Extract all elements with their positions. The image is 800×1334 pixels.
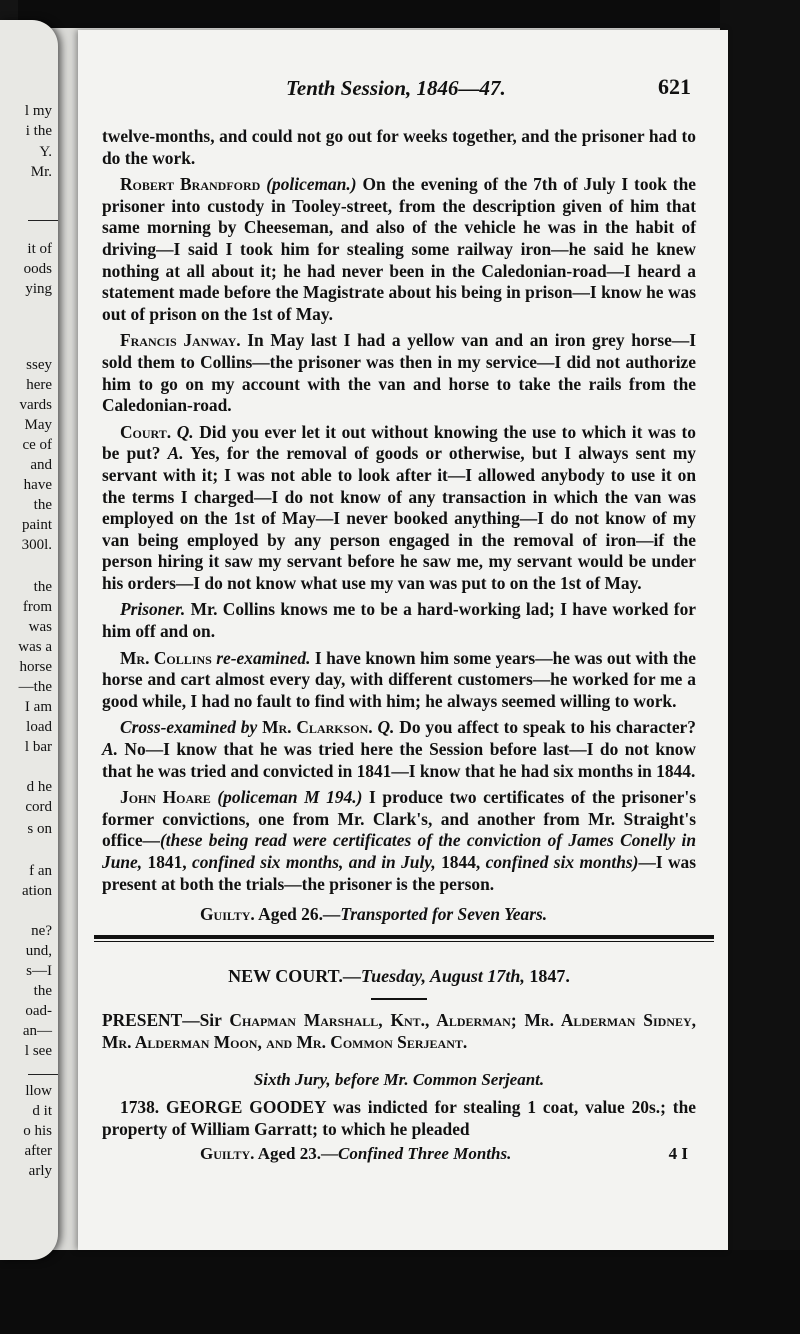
facing-page-fragment: the <box>33 497 52 513</box>
facing-page-fragment: have <box>23 477 52 493</box>
facing-page-fragment: ssey <box>26 357 52 373</box>
present-paragraph: PRESENT—Sir Chapman Marshall, Knt., Alderman; Mr. Alderman Sidney, Mr. Alderman Moon, and Mr. Common Serjeant. <box>102 1010 696 1052</box>
facing-page-fragment: the <box>33 579 52 595</box>
page-content <box>102 126 696 1165</box>
scan-border-bottom <box>0 1250 800 1334</box>
facing-page-fragment: vards <box>19 397 52 413</box>
section-divider <box>94 935 714 942</box>
facing-page-fragment: load <box>26 719 52 735</box>
facing-page-fragment: d he <box>26 779 52 795</box>
facing-page-fragment: s on <box>27 821 52 837</box>
facing-page-fragment: l bar <box>24 739 52 755</box>
facing-page-fragment: cord <box>25 799 52 815</box>
facing-page-fragment: 300l. <box>21 537 52 553</box>
facing-page-fragment: was a <box>18 639 52 655</box>
signature-mark: 4 I <box>668 1143 688 1163</box>
facing-page-fragment: Y. <box>39 144 52 160</box>
speaker-name: Francis Janway. <box>120 330 241 351</box>
facing-page-fragment: und, <box>25 943 52 959</box>
paragraph-hoare: John Hoare (policeman M 194.) I produce two certificates of the prisoner's former convictions, one from Mr. Clark's, and another from Mr. Straight's office—(these being read were certificates of the conviction of James Conelly in June, 1841, confined six months, and in July, 1844, confined six months)—I was present at both the trials—the prisoner is the person. <box>102 787 697 894</box>
facing-page-fragment: —the <box>18 679 52 695</box>
facing-page-fragment: horse <box>19 659 52 675</box>
facing-page-edge <box>0 20 58 1260</box>
final-verdict-line: Guilty. Aged 23.—Confined Three Months. 4 I <box>200 1143 688 1163</box>
facing-page-fragment: ne? <box>31 923 52 939</box>
verdict-line: Guilty. Aged 26.—Transported for Seven Years. <box>200 904 548 925</box>
facing-page-fragment: an— <box>22 1023 52 1039</box>
facing-page-fragment: l see <box>24 1043 52 1059</box>
paragraph-brandford: Robert Brandford (policeman.) On the evening of the 7th of July I took the prisoner into custody in Tooley-street, from the description given of him that same morning by Cheeseman, and also of the vehicle he was in the habit of driving—I said I took him for stealing some railway iron—he said he knew nothing at all about it; he had never been in the Caledonian-road—I heard a statement made before the Magistrate about his being in prison—I know he was out of prison on the 1st of May. <box>102 174 696 324</box>
facing-page-fragment: f an <box>29 863 52 879</box>
scan-border-top <box>0 0 800 28</box>
facing-page-fragment: after <box>24 1143 52 1159</box>
speaker-name: Robert Brandford <box>120 174 261 195</box>
book-page <box>78 30 728 1250</box>
speaker-name: Mr. Clarkson. <box>262 717 373 738</box>
paragraph-cross-examined: Cross-examined by Mr. Clarkson. Q. Do you affect to speak to his character? A. No—I know that he was tried here the Session before last—I do not know that he was tried and convicted in 1841—I know that he had six months in 1844. <box>102 717 696 781</box>
page-number: 621 <box>658 74 691 99</box>
speaker-name: Prisoner. <box>120 599 186 620</box>
facing-page-fragment: ying <box>25 281 52 297</box>
paragraph-prisoner: Prisoner. Mr. Collins knows me to be a hard-working lad; I have worked for him off and on. <box>102 599 696 642</box>
facing-page-fragment: oods <box>23 261 52 277</box>
facing-page-fragment: o his <box>23 1123 52 1139</box>
facing-page-fragment: d it <box>32 1103 52 1119</box>
facing-page-fragment: llow <box>25 1083 52 1099</box>
facing-page-fragment: it of <box>27 241 52 257</box>
page-header <box>78 76 728 106</box>
speaker-name: John Hoare <box>120 787 211 808</box>
paragraph-continuation: twelve-months, and could not go out for weeks together, and the prisoner had to do the work. <box>102 126 696 168</box>
short-divider <box>371 998 427 1000</box>
court-heading: NEW COURT.—Tuesday, August 17th, 1847. <box>228 966 570 987</box>
scan-border-right <box>720 0 800 1334</box>
facing-page-fragment: May <box>24 417 52 433</box>
case-paragraph: 1738. GEORGE GOODEY was indicted for stealing 1 coat, value 20s.; the property of William Garratt; to which he pleaded <box>102 1097 696 1139</box>
facing-page-fragment: I am <box>24 699 52 715</box>
facing-page-fragment: here <box>26 377 52 393</box>
facing-page-fragment: ation <box>22 883 52 899</box>
facing-page-fragment: i the <box>25 123 52 139</box>
facing-page-fragment: the <box>33 983 52 999</box>
speaker-name: Mr. Collins <box>120 647 212 668</box>
facing-page-fragment: ce of <box>22 437 52 453</box>
facing-page-rule <box>28 220 58 221</box>
speaker-role: (policeman M 194.) <box>217 787 363 808</box>
facing-page-fragment: Mr. <box>30 164 52 180</box>
facing-page-fragment: oad- <box>25 1003 52 1019</box>
running-head: Tenth Session, 1846—47. <box>286 76 506 100</box>
facing-page-fragment: was <box>28 619 52 635</box>
speaker-role: (policeman.) <box>266 174 357 195</box>
facing-page-fragment: s—I <box>26 963 52 979</box>
paragraph-janway: Francis Janway. In May last I had a yellow van and an iron grey horse—I sold them to Collins—the prisoner was then in my service—I did not authorize him to go on my account with the van and horse to take the rails from the Caledonian-road. <box>102 330 696 416</box>
paragraph-collins: Mr. Collins re-examined. I have known him some years—he was out with the horse and cart almost every day, with different customers—he worked for me a good while, I had no fault to find with him; he always seemed willing to work. <box>102 647 696 711</box>
facing-page-fragment: l my <box>24 103 52 119</box>
speaker-name: Court. <box>120 421 172 442</box>
facing-page-fragment: from <box>22 599 52 615</box>
speaker-role: re-examined. <box>216 647 311 668</box>
facing-page-fragment: and <box>30 457 52 473</box>
facing-page-fragment: arly <box>28 1163 52 1179</box>
facing-page-fragment: paint <box>22 517 52 533</box>
paragraph-court: Court. Q. Did you ever let it out without knowing the use to which it was to be put? A. Yes, for the removal of goods or otherwise, but I always sent my servant with it; I was not able to look after it—I allowed anybody to use it on the terms I charged—I do not know of any transaction in which the van was employed on the 1st of May—I never booked anything—I do not know of my van being employed by any person engaged in the removal of iron—if the person hiring it saw my servant before he saw me, my servant would be under his orders—I do not know what use my van was put to on the 1st of May. <box>102 421 696 593</box>
facing-page-rule <box>28 1074 58 1075</box>
jury-heading: Sixth Jury, before Mr. Common Serjeant. <box>253 1070 545 1090</box>
